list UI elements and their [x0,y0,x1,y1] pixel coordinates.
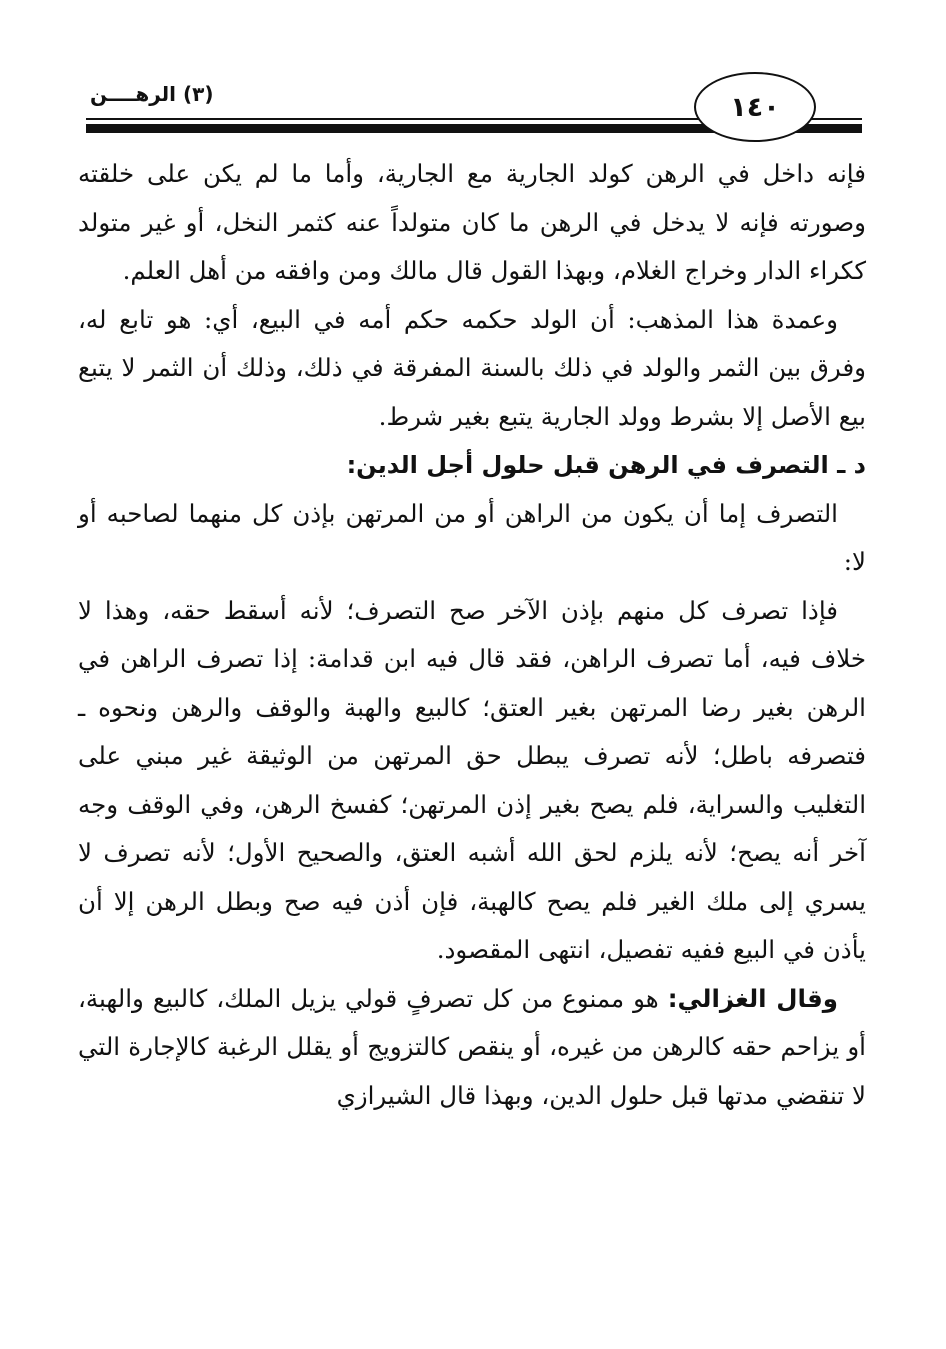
page-number: ١٤٠ [730,91,780,123]
page-number-frame [694,72,816,142]
paragraph: فإنه داخل في الرهن كولد الجارية مع الجارية، وأما ما لم يكن على خلقته وصورته فإنه لا يدخل في الرهن ما كان متولداً عنه كثمر النخل، أو غير متولد ككراء الدار وخراج الغلام، وبهذا القول قال مالك ومن وافقه من أهل العلم. [78,159,866,285]
body-text [78,150,866,1120]
paragraph [78,975,866,1121]
section-heading: د ـ التصرف في الرهن قبل حلول أجل الدين: [346,451,866,479]
paragraph: التصرف إما أن يكون من الراهن أو من المرتهن بإذن كل منهما لصاحبه أو لا: [78,498,866,576]
paragraph: وعمدة هذا المذهب: أن الولد حكمه حكم أمه في البيع، أي: هو تابع له، وفرق بين الثمر والولد في ذلك بالسنة المفرقة في ذلك، وذلك أن الثمر لا يتبع بيع الأصل إلا بشرط وولد الجارية يتبع بغير شرط. [78,304,866,431]
paragraph: فإذا تصرف كل منهم بإذن الآخر صح التصرف؛ لأنه أسقط حقه، وهذا لا خلاف فيه، أما تصرف الراهن، فقد قال فيه ابن قدامة: إذا تصرف الراهن في الرهن بغير رضا المرتهن بغير العتق؛ كالبيع والهبة والوقف والرهن ونحوه ـ فتصرفه باطل؛ لأنه تصرف يبطل حق المرتهن من الوثيقة غير مبني على التغليب والسراية، فلم يصح بغير إذن المرتهن؛ كفسخ الرهن، وفي الوقف وجه آخر أنه يصح؛ لأنه يلزم لحق الله أشبه العتق، والصحيح الأول؛ لأنه تصرف لا يسري إلى ملك الغير فلم يصح كالهبة، فإن أذن فيه صح وبطل الرهن إلا أن يأذن في البيع ففيه تفصيل، انتهى المقصود. [78,595,866,964]
paragraph-text: هو ممنوع من كل تصرفٍ قولي يزيل الملك، كالبيع والهبة، أو يزاحم حقه كالرهن من غيره، أو ينقص كالتزويج أو يقلل الرغبة كالإجارة التي لا تنقضي مدتها قبل حلول الدين، وبهذا قال الشيرازي [78,983,866,1110]
paragraph-lead: وقال الغزالي: [667,983,839,1013]
running-title: (٣) الرهــــن [90,82,214,106]
page-header [0,0,946,150]
